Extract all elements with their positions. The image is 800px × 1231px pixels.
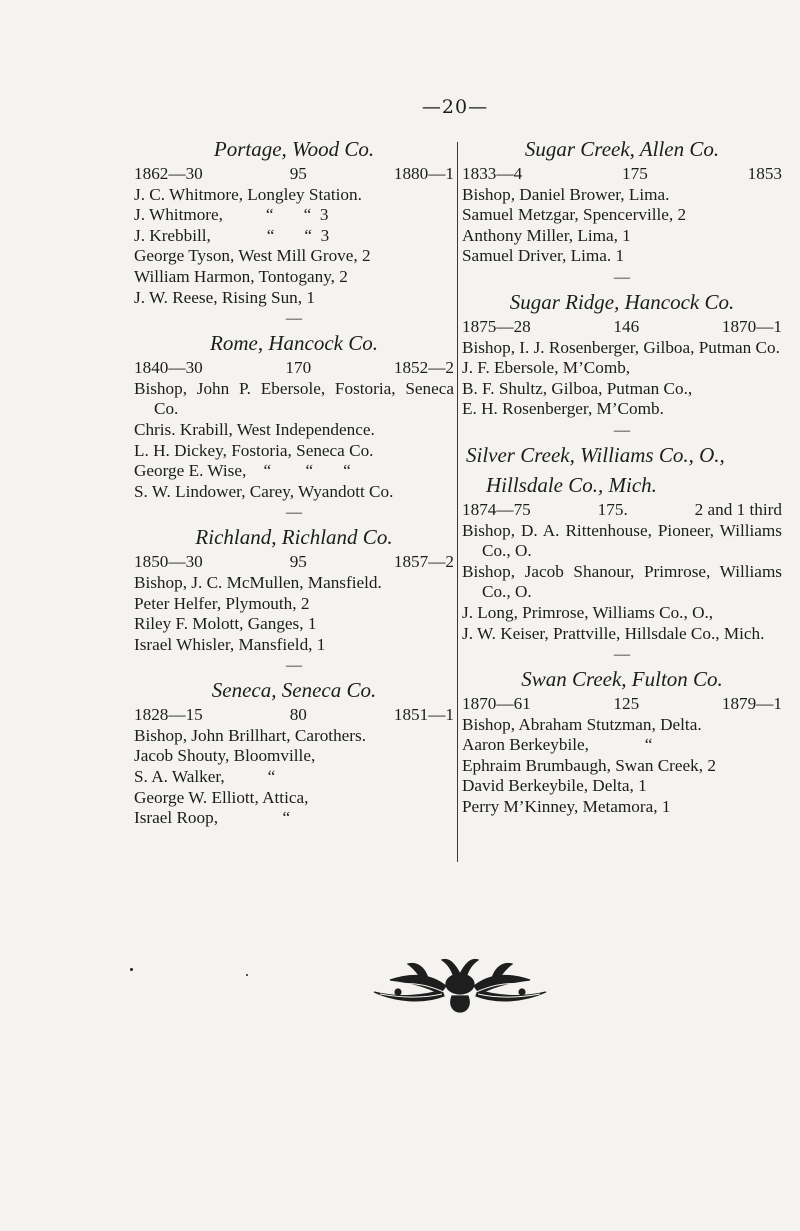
list-item: Anthony Miller, Lima, 1 bbox=[462, 225, 631, 245]
list-item: Samuel Driver, Lima. 1 bbox=[462, 246, 625, 266]
print-speck bbox=[130, 968, 133, 971]
list-item: George E. Wise, “ “ “ bbox=[134, 461, 351, 481]
stat-members: 175. bbox=[597, 499, 628, 519]
list-item: Bishop, John P. Ebersole, Fostoria, Seneca Co. bbox=[134, 378, 454, 419]
list-item: E. H. Rosenberger, M’Comb. bbox=[462, 399, 664, 419]
stat-founded: 1828—15 bbox=[134, 705, 203, 725]
section-heading: Rome, Hancock Co. bbox=[210, 331, 378, 356]
list-item: Ephraim Brumbaugh, Swan Creek, 2 bbox=[462, 755, 716, 775]
section-portage bbox=[134, 134, 454, 308]
section-stats bbox=[462, 694, 782, 715]
separator: — bbox=[614, 268, 630, 286]
stat-members: 95 bbox=[289, 552, 307, 572]
separator: — bbox=[614, 421, 630, 439]
list-item: Peter Helfer, Plymouth, 2 bbox=[134, 593, 310, 613]
list-item: J. Long, Primrose, Williams Co., O., bbox=[462, 602, 714, 622]
section-silver-creek bbox=[462, 440, 782, 644]
section-heading-continued: Hillsdale Co., Mich. bbox=[486, 472, 657, 497]
section-heading: Richland, Richland Co. bbox=[195, 525, 393, 550]
section-stats bbox=[134, 552, 454, 573]
section-heading: Sugar Creek, Allen Co. bbox=[524, 137, 720, 161]
list-item: S. A. Walker, “ bbox=[134, 767, 276, 787]
stat-founded: 1833—4 bbox=[462, 164, 523, 183]
section-rome bbox=[134, 328, 454, 502]
list-item: Israel Whisler, Mansfield, 1 bbox=[134, 634, 326, 654]
list-item: Bishop, J. C. McMullen, Mansfield. bbox=[134, 572, 382, 592]
right-column bbox=[462, 134, 782, 818]
section-sugar-ridge bbox=[462, 287, 782, 420]
stat-members: 95 bbox=[289, 164, 307, 183]
list-item: J. Whitmore, “ “ 3 bbox=[134, 205, 329, 225]
list-item: Bishop, John Brillhart, Carothers. bbox=[134, 725, 367, 745]
stat-founded: 1862—30 bbox=[134, 164, 203, 183]
separator: — bbox=[286, 310, 302, 328]
stat-founded: 1874—75 bbox=[462, 499, 531, 519]
column-divider bbox=[457, 142, 458, 862]
section-swan-creek bbox=[462, 664, 782, 818]
list-item: J. F. Ebersole, M’Comb, bbox=[462, 358, 631, 378]
list-item: Bishop, I. J. Rosenberger, Gilboa, Putman Co. bbox=[462, 337, 780, 357]
list-item: Chris. Krabill, West Independence. bbox=[134, 419, 375, 439]
stat-members: 175 bbox=[622, 164, 648, 183]
left-column bbox=[134, 134, 454, 829]
list-item: J. W. Keiser, Prattville, Hillsdale Co., Mich. bbox=[462, 623, 765, 643]
stat-house: 1880—1 bbox=[393, 164, 454, 183]
list-item: Perry M’Kinney, Metamora, 1 bbox=[462, 797, 671, 817]
stat-members: 170 bbox=[285, 358, 312, 378]
list-item: Jacob Shouty, Bloomville, bbox=[134, 746, 316, 766]
page-number: —20— bbox=[421, 96, 489, 118]
list-item: L. H. Dickey, Fostoria, Seneca Co. bbox=[134, 440, 374, 460]
stat-members: 146 bbox=[613, 316, 640, 336]
section-richland bbox=[134, 522, 454, 655]
section-sugar-creek bbox=[462, 134, 782, 267]
list-item: Riley F. Molott, Ganges, 1 bbox=[134, 614, 317, 634]
section-heading: Silver Creek, Williams Co., O., bbox=[466, 442, 725, 467]
list-item: Bishop, Abraham Stutzman, Delta. bbox=[462, 714, 702, 734]
section-stats bbox=[134, 705, 454, 726]
section-heading: Portage, Wood Co. bbox=[213, 137, 375, 161]
separator: — bbox=[286, 504, 302, 522]
list-item: David Berkeybile, Delta, 1 bbox=[462, 776, 647, 796]
list-item: William Harmon, Tontogany, 2 bbox=[134, 266, 348, 286]
print-speck bbox=[246, 974, 248, 976]
section-heading: Sugar Ridge, Hancock Co. bbox=[509, 289, 735, 314]
section-stats bbox=[134, 164, 454, 185]
stat-members: 125 bbox=[613, 694, 640, 714]
stat-founded: 1850—30 bbox=[134, 552, 203, 572]
stat-house: 2 and 1 third bbox=[694, 499, 782, 519]
section-heading: Seneca, Seneca Co. bbox=[211, 678, 377, 703]
list-item: Bishop, D. A. Rittenhouse, Pioneer, Williams Co., O. bbox=[462, 520, 782, 561]
list-item: George W. Elliott, Attica, bbox=[134, 787, 309, 807]
stat-house: 1853 bbox=[747, 164, 782, 183]
section-stats bbox=[462, 500, 782, 521]
stat-house: 1857—2 bbox=[393, 552, 454, 572]
section-stats bbox=[462, 164, 782, 185]
list-item: Aaron Berkeybile, “ bbox=[462, 735, 653, 755]
section-stats bbox=[134, 358, 454, 379]
list-item: Bishop, Jacob Shanour, Primrose, Williams Co., O. bbox=[462, 561, 782, 602]
list-item: J. Krebbill, “ “ 3 bbox=[134, 225, 330, 245]
list-item: J. W. Reese, Rising Sun, 1 bbox=[134, 287, 315, 307]
stat-founded: 1875—28 bbox=[462, 316, 531, 336]
stat-house: 1879—1 bbox=[721, 694, 782, 714]
list-item: George Tyson, West Mill Grove, 2 bbox=[134, 246, 371, 266]
list-item: Samuel Metzgar, Spencerville, 2 bbox=[462, 205, 687, 225]
section-heading: Swan Creek, Fulton Co. bbox=[521, 667, 723, 692]
section-stats bbox=[462, 317, 782, 338]
list-item: S. W. Lindower, Carey, Wyandott Co. bbox=[134, 481, 394, 501]
separator: — bbox=[614, 646, 630, 664]
stat-house: 1852—2 bbox=[393, 358, 454, 378]
separator: — bbox=[286, 657, 302, 675]
stat-founded: 1840—30 bbox=[134, 358, 203, 378]
section-seneca bbox=[134, 675, 454, 829]
list-item: Bishop, Daniel Brower, Lima. bbox=[462, 184, 670, 204]
list-item: B. F. Shultz, Gilboa, Putman Co., bbox=[462, 378, 693, 398]
floral-ornament-icon bbox=[368, 952, 552, 1014]
list-item: Israel Roop, “ bbox=[134, 808, 291, 828]
stat-house: 1870—1 bbox=[721, 316, 782, 336]
stat-members: 80 bbox=[289, 705, 307, 725]
stat-founded: 1870—61 bbox=[462, 694, 531, 714]
list-item: J. C. Whitmore, Longley Station. bbox=[134, 184, 362, 204]
stat-house: 1851—1 bbox=[393, 705, 454, 725]
